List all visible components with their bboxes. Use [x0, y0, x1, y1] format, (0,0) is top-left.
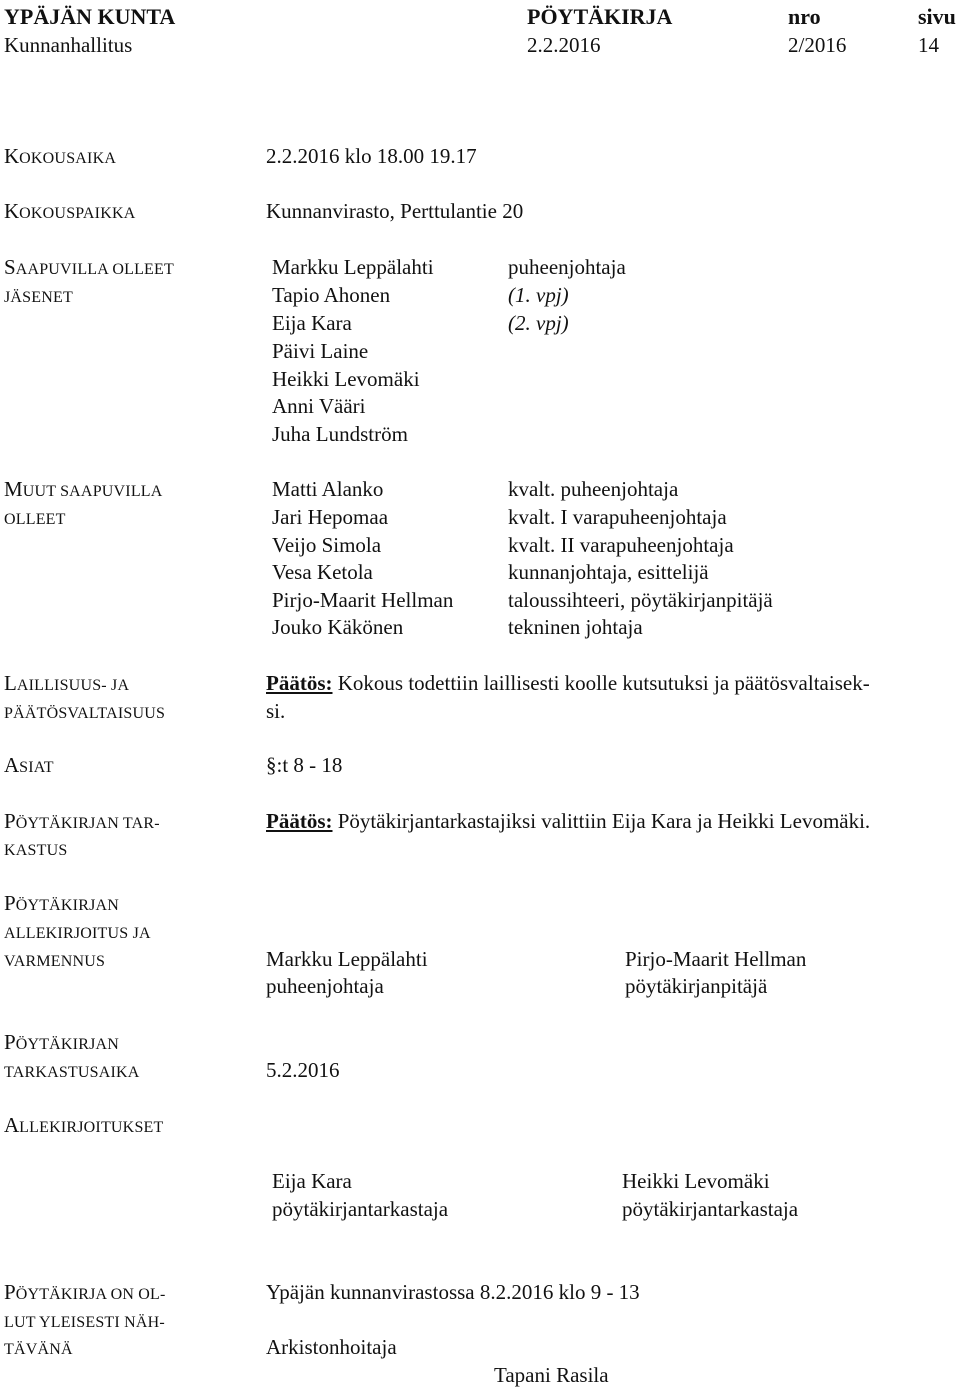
signer-role: puheenjohtaja: [266, 974, 384, 998]
minutes-number: 2/2016: [788, 33, 847, 57]
signing-label: PÖYTÄKIRJAN: [4, 891, 120, 915]
public-display-label-line2: LUT YLEISESTI NÄH-: [4, 1314, 165, 1331]
member-name: Eija Kara: [272, 311, 352, 335]
other-name: Pirjo-Maarit Hellman: [272, 588, 454, 612]
members-label: SAAPUVILLA OLLEET: [4, 255, 174, 279]
inspectors-label: PÖYTÄKIRJAN TAR-: [4, 809, 160, 833]
review-time-label-line2: TARKASTUSAIKA: [4, 1064, 140, 1081]
member-name: Anni Vääri: [272, 394, 366, 418]
decision-label: Päätös:: [266, 671, 333, 695]
org-name: YPÄJÄN KUNTA: [4, 4, 176, 29]
review-time-label: PÖYTÄKIRJAN: [4, 1030, 120, 1054]
other-role: kvalt. I varapuheenjohtaja: [508, 505, 727, 529]
matters-label: ASIAT: [4, 753, 54, 777]
other-role: kvalt. II varapuheenjohtaja: [508, 533, 734, 557]
public-display-label-line3: TÄVÄNÄ: [4, 1341, 73, 1358]
member-name: Juha Lundström: [272, 422, 408, 446]
public-display-label: PÖYTÄKIRJA ON OL-: [4, 1280, 166, 1304]
members-label-line2: JÄSENET: [4, 289, 73, 306]
signer-name: Markku Leppälahti: [266, 947, 428, 971]
member-role: (1. vpj): [508, 283, 569, 307]
other-role: taloussihteeri, pöytäkirjanpitäjä: [508, 588, 773, 612]
other-role: kunnanjohtaja, esittelijä: [508, 560, 709, 584]
inspector-name: Eija Kara: [272, 1169, 352, 1193]
decision-label: Päätös:: [266, 809, 333, 833]
meeting-time-value: 2.2.2016 klo 18.00 19.17: [266, 144, 477, 168]
inspectors-decision: [266, 808, 870, 834]
member-role: (2. vpj): [508, 311, 569, 335]
meeting-place-label: KOKOUSPAIKKA: [4, 199, 136, 223]
other-name: Veijo Simola: [272, 533, 382, 557]
public-display-place-time: Ypäjän kunnanvirastossa 8.2.2016 klo 9 - 13: [266, 1280, 640, 1304]
legality-decision: [266, 670, 870, 696]
signing-label-line3: VARMENNUS: [4, 953, 106, 970]
signatures-label: ALLEKIRJOITUKSET: [4, 1113, 164, 1137]
archivist-name: Tapani Rasila: [494, 1363, 609, 1387]
inspector-name: Heikki Levomäki: [622, 1169, 770, 1193]
legality-label-line2: PÄÄTÖSVALTAISUUS: [4, 705, 166, 722]
other-role: kvalt. puheenjohtaja: [508, 477, 679, 501]
member-name: Päivi Laine: [272, 339, 369, 363]
other-role: tekninen johtaja: [508, 615, 643, 639]
inspector-role: pöytäkirjantarkastaja: [622, 1197, 799, 1221]
meeting-time-label: KOKOUSAIKA: [4, 144, 117, 168]
inspectors-label-line2: KASTUS: [4, 842, 68, 859]
other-name: Jouko Käkönen: [272, 615, 404, 639]
meeting-place-value: Kunnanvirasto, Perttulantie 20: [266, 199, 524, 223]
signer-name: Pirjo-Maarit Hellman: [625, 947, 807, 971]
others-label-line2: OLLEET: [4, 511, 66, 528]
signer-role: pöytäkirjanpitäjä: [625, 974, 768, 998]
other-name: Jari Hepomaa: [272, 505, 389, 529]
member-name: Markku Leppälahti: [272, 255, 434, 279]
other-name: Matti Alanko: [272, 477, 384, 501]
legality-label: LAILLISUUS- JA: [4, 671, 130, 695]
body-name: Kunnanhallitus: [4, 33, 133, 57]
nro-label: nro: [788, 4, 821, 29]
other-name: Vesa Ketola: [272, 560, 373, 584]
legality-decision-line2: si.: [266, 699, 286, 723]
page-number: 14: [918, 33, 939, 57]
doc-type: PÖYTÄKIRJA: [527, 4, 673, 29]
review-time-value: 5.2.2016: [266, 1058, 340, 1082]
inspector-role: pöytäkirjantarkastaja: [272, 1197, 449, 1221]
decision-text: Kokous todettiin laillisesti koolle kutsutuksi ja päätösvaltaisek-: [337, 671, 870, 695]
others-label: MUUT SAAPUVILLA: [4, 477, 163, 501]
matters-value: §:t 8 - 18: [266, 753, 343, 777]
signing-label-line2: ALLEKIRJOITUS JA: [4, 925, 151, 942]
member-name: Heikki Levomäki: [272, 367, 420, 391]
member-name: Tapio Ahonen: [272, 283, 391, 307]
sivu-label: sivu: [918, 4, 956, 29]
archivist-role: Arkistonhoitaja: [266, 1335, 397, 1359]
decision-text: Pöytäkirjantarkastajiksi valittiin Eija Kara ja Heikki Levomäki.: [337, 809, 871, 833]
member-role: puheenjohtaja: [508, 255, 626, 279]
meeting-date: 2.2.2016: [527, 33, 601, 57]
